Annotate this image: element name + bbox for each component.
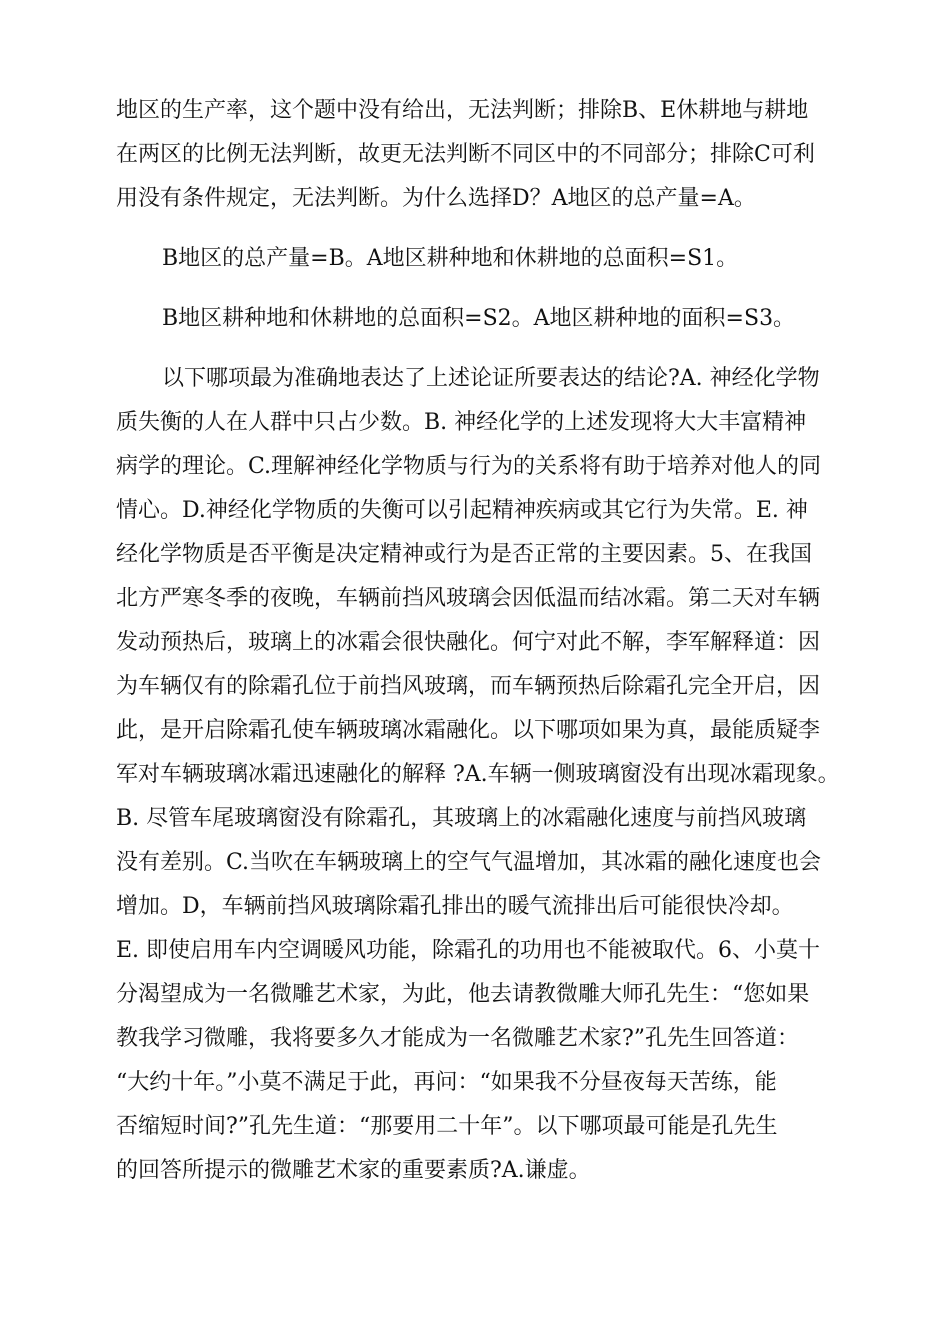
text-line: 增加。D，车辆前挡风玻璃除霜孔排出的暖气流排出后可能很快冷却。 (116, 894, 794, 919)
text-line: 此，是开启除霜孔使车辆玻璃冰霜融化。以下哪项如果为真，最能质疑李 (116, 718, 821, 743)
text-line: E. 即使启用车内空调暖风功能，除霜孔的功用也不能被取代。6、小莫十 (116, 938, 821, 963)
text-line: 用没有条件规定，无法判断。为什么选择D？A地区的总产量=A。 (116, 186, 756, 211)
text-line: 质失衡的人在人群中只占少数。B. 神经化学的上述发现将大大丰富精神 (116, 410, 807, 435)
text-line: 为车辆仅有的除霜孔位于前挡风玻璃，而车辆预热后除霜孔完全开启，因 (116, 674, 821, 699)
text-line: 地区的生产率，这个题中没有给出，无法判断；排除B、E休耕地与耕地 (116, 98, 809, 123)
text-line: 军对车辆玻璃冰霜迅速融化的解释 ?A.车辆一侧玻璃窗没有出现冰霜现象。 (116, 762, 840, 787)
text-line: 北方严寒冬季的夜晚，车辆前挡风玻璃会因低温而结冰霜。第二天对车辆 (116, 586, 821, 611)
text-line: 发动预热后，玻璃上的冰霜会很快融化。何宁对此不解，李军解释道：因 (116, 630, 821, 655)
text-line: 情心。D.神经化学物质的失衡可以引起精神疾病或其它行为失常。E. 神 (116, 498, 808, 523)
text-line: 以下哪项最为准确地表达了上述论证所要表达的结论?A. 神经化学物 (162, 366, 820, 391)
text-line: 教我学习微雕，我将要多久才能成为一名微雕艺术家?”孔先生回答道： (116, 1026, 800, 1051)
text-line: B. 尽管车尾玻璃窗没有除霜孔，其玻璃上的冰霜融化速度与前挡风玻璃 (116, 806, 807, 831)
text-line: 病学的理论。C.理解神经化学物质与行为的关系将有助于培养对他人的同 (116, 454, 822, 479)
text-line: 没有差别。C.当吹在车辆玻璃上的空气气温增加，其冰霜的融化速度也会 (116, 850, 822, 875)
text-line: B地区耕种地和休耕地的总面积=S2。A地区耕种地的面积=S3。 (162, 306, 796, 331)
text-line: “大约十年。”小莫不满足于此，再问：“如果我不分昼夜每天苦练，能 (116, 1070, 777, 1095)
text-line: 否缩短时间?”孔先生道：“那要用二十年”。以下哪项最可能是孔先生 (116, 1114, 778, 1139)
text-line: 经化学物质是否平衡是决定精神或行为是否正常的主要因素。5、在我国 (116, 542, 812, 567)
text-line: 分渴望成为一名微雕艺术家，为此，他去请教微雕大师孔先生：“您如果 (116, 982, 810, 1007)
text-line: 的回答所提示的微雕艺术家的重要素质?A.谦虚。 (116, 1158, 591, 1183)
text-line: 在两区的比例无法判断，故更无法判断不同区中的不同部分；排除C可利 (116, 142, 815, 167)
text-line: B地区的总产量=B。A地区耕种地和休耕地的总面积=S1。 (162, 246, 739, 271)
